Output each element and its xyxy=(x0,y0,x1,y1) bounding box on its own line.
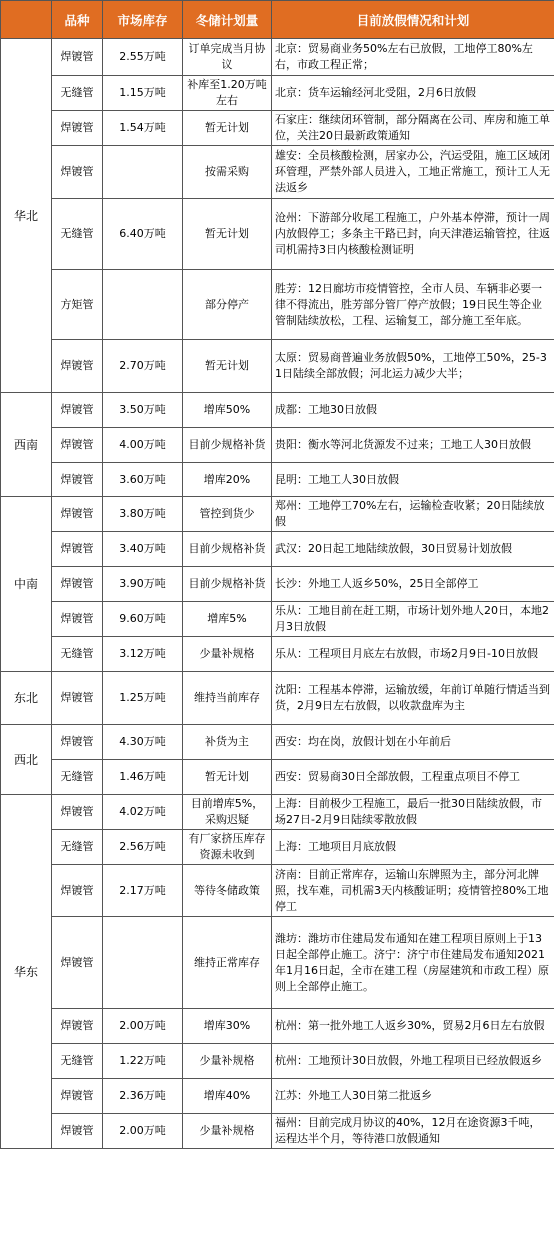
region-cell: 东北 xyxy=(1,672,52,725)
plan-cell: 按需采购 xyxy=(183,146,272,199)
details-cell: 福州：目前完成月协议的40%，12月在途资源3千吨，运程达半个月，等待港口放假通知 xyxy=(272,1114,554,1149)
header-plan: 冬储计划量 xyxy=(183,1,272,39)
product-cell: 焊镀管 xyxy=(52,428,103,463)
table-row xyxy=(1,111,554,146)
product-cell: 焊镀管 xyxy=(52,725,103,760)
table-row xyxy=(1,917,554,1009)
table-row xyxy=(1,672,554,725)
product-cell: 方矩管 xyxy=(52,270,103,340)
details-cell: 北京：贸易商业务50%左右已放假，工地停工80%左右，市政工程正常； xyxy=(272,39,554,76)
stock-cell xyxy=(103,917,183,1009)
details-cell: 胜芳：12日廊坊市疫情管控，全市人员、车辆非必要一律不得流出，胜芳部分管厂停产放假；19日民生等企业管制陆续放松，工程、运输复工，部分施工至年底。 xyxy=(272,270,554,340)
table-row xyxy=(1,146,554,199)
plan-cell: 暂无计划 xyxy=(183,199,272,270)
table-row xyxy=(1,76,554,111)
details-cell: 上海：目前极少工程施工，最后一批30日陆续放假，市场27日-2月9日陆续零散放假 xyxy=(272,795,554,830)
details-cell: 杭州：工地预计30日放假，外地工程项目已经放假返乡 xyxy=(272,1044,554,1079)
product-cell: 无缝管 xyxy=(52,199,103,270)
plan-cell: 管控到货少 xyxy=(183,497,272,532)
stock-cell xyxy=(103,270,183,340)
header-region xyxy=(1,1,52,39)
plan-cell: 补库至1.20万吨左右 xyxy=(183,76,272,111)
table-row xyxy=(1,760,554,795)
table-row xyxy=(1,393,554,428)
table-row xyxy=(1,567,554,602)
product-cell: 无缝管 xyxy=(52,830,103,865)
details-cell: 成都：工地30日放假 xyxy=(272,393,554,428)
product-cell: 焊镀管 xyxy=(52,463,103,497)
details-cell: 江苏：外地工人30日第二批返乡 xyxy=(272,1079,554,1114)
product-cell: 焊镀管 xyxy=(52,795,103,830)
details-cell: 郑州：工地停工70%左右，运输检查收紧；20日陆续放假 xyxy=(272,497,554,532)
header-product: 品种 xyxy=(52,1,103,39)
details-cell: 雄安：全员核酸检测，居家办公，汽运受阻，施工区域闭环管理，严禁外部人员进入，工地正常施工，预计工人无法返乡 xyxy=(272,146,554,199)
table-row xyxy=(1,637,554,672)
stock-cell: 2.17万吨 xyxy=(103,865,183,917)
table-body xyxy=(1,39,554,1149)
product-cell: 焊镀管 xyxy=(52,532,103,567)
product-cell: 焊镀管 xyxy=(52,340,103,393)
details-cell: 乐从：工程项目月底左右放假，市场2月9日-10日放假 xyxy=(272,637,554,672)
stock-cell: 4.02万吨 xyxy=(103,795,183,830)
plan-cell: 少量补规格 xyxy=(183,1114,272,1149)
region-cell: 华北 xyxy=(1,39,52,393)
product-cell: 焊镀管 xyxy=(52,1009,103,1044)
stock-cell: 4.30万吨 xyxy=(103,725,183,760)
plan-cell: 目前增库5%，采购迟疑 xyxy=(183,795,272,830)
table-row xyxy=(1,199,554,270)
plan-cell: 少量补规格 xyxy=(183,637,272,672)
header-stock: 市场库存 xyxy=(103,1,183,39)
header-row xyxy=(1,1,554,39)
plan-cell: 目前少规格补货 xyxy=(183,532,272,567)
details-cell: 乐从：工地目前在赶工期，市场计划外地人20日，本地2月3日放假 xyxy=(272,602,554,637)
plan-cell: 暂无计划 xyxy=(183,340,272,393)
stock-cell: 4.00万吨 xyxy=(103,428,183,463)
plan-cell: 等待冬储政策 xyxy=(183,865,272,917)
table-row xyxy=(1,865,554,917)
product-cell: 焊镀管 xyxy=(52,672,103,725)
product-cell: 无缝管 xyxy=(52,637,103,672)
details-cell: 太原：贸易商普遍业务放假50%，工地停工50%，25-31日陆续全部放假；河北运力减少大半； xyxy=(272,340,554,393)
details-cell: 沧州：下游部分收尾工程施工，户外基本停滞，预计一周内放假停工；多条主干路已封，向天津港运输管控，往返司机需持3日内核酸检测证明 xyxy=(272,199,554,270)
details-cell: 北京：货车运输经河北受阻，2月6日放假 xyxy=(272,76,554,111)
plan-cell: 订单完成当月协议 xyxy=(183,39,272,76)
table-row xyxy=(1,830,554,865)
table-row xyxy=(1,39,554,76)
table-row xyxy=(1,602,554,637)
table-row xyxy=(1,428,554,463)
product-cell: 焊镀管 xyxy=(52,917,103,1009)
details-cell: 西安：贸易商30日全部放假，工程重点项目不停工 xyxy=(272,760,554,795)
details-cell: 西安：均在岗，放假计划在小年前后 xyxy=(272,725,554,760)
plan-cell: 部分停产 xyxy=(183,270,272,340)
details-cell: 昆明：工地工人30日放假 xyxy=(272,463,554,497)
details-cell: 石家庄：继续闭环管制，部分隔离在公司、库房和施工单位，关注20日最新政策通知 xyxy=(272,111,554,146)
product-cell: 焊镀管 xyxy=(52,1079,103,1114)
stock-cell: 3.40万吨 xyxy=(103,532,183,567)
details-cell: 长沙：外地工人返乡50%，25日全部停工 xyxy=(272,567,554,602)
details-cell: 沈阳：工程基本停滞，运输放缓，年前订单随行情适当到货，2月9日左右放假，以收款盘库为主 xyxy=(272,672,554,725)
product-cell: 焊镀管 xyxy=(52,602,103,637)
product-cell: 焊镀管 xyxy=(52,111,103,146)
stock-cell: 2.00万吨 xyxy=(103,1009,183,1044)
product-cell: 无缝管 xyxy=(52,760,103,795)
plan-cell: 增库50% xyxy=(183,393,272,428)
plan-cell: 目前少规格补货 xyxy=(183,428,272,463)
stock-cell: 6.40万吨 xyxy=(103,199,183,270)
table-row xyxy=(1,795,554,830)
table-row xyxy=(1,1009,554,1044)
table-row xyxy=(1,532,554,567)
stock-cell: 9.60万吨 xyxy=(103,602,183,637)
stock-cell: 3.60万吨 xyxy=(103,463,183,497)
plan-cell: 增库20% xyxy=(183,463,272,497)
details-cell: 杭州：第一批外地工人返乡30%，贸易2月6日左右放假 xyxy=(272,1009,554,1044)
plan-cell: 目前少规格补货 xyxy=(183,567,272,602)
details-cell: 贵阳：衡水等河北货源发不过来；工地工人30日放假 xyxy=(272,428,554,463)
stock-cell: 3.80万吨 xyxy=(103,497,183,532)
product-cell: 焊镀管 xyxy=(52,497,103,532)
product-cell: 焊镀管 xyxy=(52,39,103,76)
details-cell: 武汉：20日起工地陆续放假，30日贸易计划放假 xyxy=(272,532,554,567)
stock-cell: 2.36万吨 xyxy=(103,1079,183,1114)
stock-cell: 2.55万吨 xyxy=(103,39,183,76)
product-cell: 无缝管 xyxy=(52,76,103,111)
stock-cell xyxy=(103,146,183,199)
plan-cell: 维持当前库存 xyxy=(183,672,272,725)
stock-cell: 2.56万吨 xyxy=(103,830,183,865)
product-cell: 焊镀管 xyxy=(52,393,103,428)
details-cell: 济南：目前正常库存，运输山东牌照为主，部分河北牌照，找车难，司机需3天内核酸证明；疫情管控80%工地停工 xyxy=(272,865,554,917)
stock-cell: 1.46万吨 xyxy=(103,760,183,795)
table-row xyxy=(1,1079,554,1114)
stock-cell: 3.12万吨 xyxy=(103,637,183,672)
stock-cell: 1.25万吨 xyxy=(103,672,183,725)
table-row xyxy=(1,463,554,497)
plan-cell: 增库40% xyxy=(183,1079,272,1114)
product-cell: 焊镀管 xyxy=(52,1114,103,1149)
region-cell: 中南 xyxy=(1,497,52,672)
stock-cell: 2.00万吨 xyxy=(103,1114,183,1149)
region-cell: 西南 xyxy=(1,393,52,497)
stock-cell: 2.70万吨 xyxy=(103,340,183,393)
header-details: 目前放假情况和计划 xyxy=(272,1,554,39)
region-cell: 西北 xyxy=(1,725,52,795)
table-row xyxy=(1,1114,554,1149)
product-cell: 焊镀管 xyxy=(52,567,103,602)
table-row xyxy=(1,270,554,340)
plan-cell: 增库5% xyxy=(183,602,272,637)
table-row xyxy=(1,340,554,393)
plan-cell: 补货为主 xyxy=(183,725,272,760)
product-cell: 无缝管 xyxy=(52,1044,103,1079)
details-cell: 上海：工地项目月底放假 xyxy=(272,830,554,865)
plan-cell: 暂无计划 xyxy=(183,111,272,146)
stock-cell: 3.50万吨 xyxy=(103,393,183,428)
stock-cell: 1.54万吨 xyxy=(103,111,183,146)
product-cell: 焊镀管 xyxy=(52,865,103,917)
plan-cell: 维持正常库存 xyxy=(183,917,272,1009)
region-cell: 华东 xyxy=(1,795,52,1149)
stock-cell: 3.90万吨 xyxy=(103,567,183,602)
table-row xyxy=(1,725,554,760)
details-cell: 潍坊：潍坊市住建局发布通知在建工程项目原则上于13日起全部停止施工。济宁：济宁市住建局发布通知2021年1月16日起，全市在建工程（房屋建筑和市政工程）原则上全部停止施工。 xyxy=(272,917,554,1009)
plan-cell: 增库30% xyxy=(183,1009,272,1044)
stock-cell: 1.22万吨 xyxy=(103,1044,183,1079)
plan-cell: 暂无计划 xyxy=(183,760,272,795)
plan-cell: 少量补规格 xyxy=(183,1044,272,1079)
product-cell: 焊镀管 xyxy=(52,146,103,199)
plan-cell: 有厂家挤压库存资源未收到 xyxy=(183,830,272,865)
table-row xyxy=(1,1044,554,1079)
stock-cell: 1.15万吨 xyxy=(103,76,183,111)
table-row xyxy=(1,497,554,532)
